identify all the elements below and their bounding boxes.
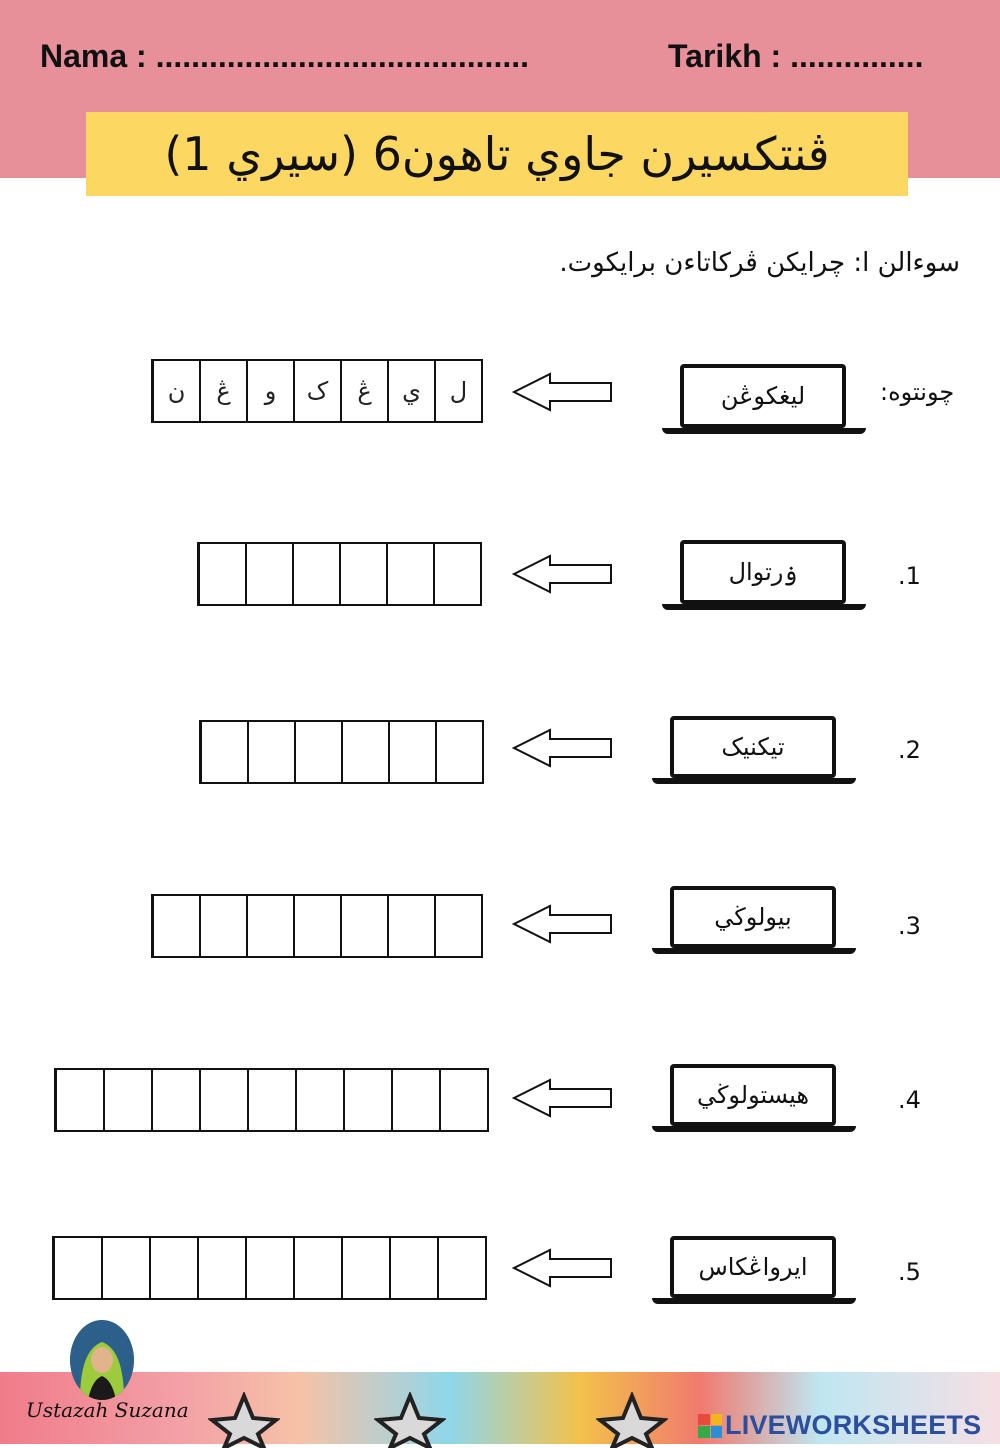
letter-cell: ڠ [200, 361, 247, 421]
star-icon [374, 1392, 446, 1448]
answer-cell[interactable] [104, 1070, 152, 1130]
answer-cell[interactable] [248, 722, 295, 782]
letter-cell: ي [388, 361, 435, 421]
question-row-5 [0, 1228, 1000, 1308]
answer-cell[interactable] [247, 896, 294, 956]
letter-cell: ک [294, 361, 341, 421]
brand-name: LIVEWORKSHEETS [725, 1410, 982, 1440]
question-row-4 [0, 1058, 1000, 1138]
answer-cell[interactable] [294, 1238, 342, 1298]
answer-cell[interactable] [198, 1238, 246, 1298]
letter-cell: ن [153, 361, 200, 421]
letter-cell: و [247, 361, 294, 421]
answer-cell[interactable] [438, 1238, 486, 1298]
answer-cell[interactable] [56, 1070, 104, 1130]
letter-cell: ل [435, 361, 482, 421]
answer-cell[interactable] [199, 544, 246, 604]
title-banner [86, 112, 908, 196]
teacher-signature: Ustazah Suzana [26, 1398, 189, 1422]
word-card: ايرواڠکاس [698, 1253, 808, 1281]
answer-boxes [151, 894, 483, 958]
question-row-1 [0, 534, 1000, 614]
answer-cell[interactable] [200, 1070, 248, 1130]
answer-cell[interactable] [342, 722, 389, 782]
question-instruction: سوءالن ا: چرايکن ڤرکاتاءن برايکوت. [559, 248, 960, 278]
answer-cell[interactable] [152, 1070, 200, 1130]
answer-cell[interactable] [296, 1070, 344, 1130]
word-card: هيستولوڬي [696, 1081, 810, 1109]
answer-boxes [199, 720, 484, 784]
answer-cell[interactable] [293, 544, 340, 604]
answer-cell[interactable] [388, 896, 435, 956]
answer-cell[interactable] [440, 1070, 488, 1130]
row-label: 4. [898, 1086, 921, 1114]
laptop-icon [652, 1064, 856, 1136]
answer-boxes [54, 1068, 489, 1132]
row-label: 2. [898, 736, 921, 764]
answer-cell[interactable] [295, 722, 342, 782]
answer-cell[interactable] [294, 896, 341, 956]
star-icon [208, 1392, 280, 1448]
arrow-left-icon [512, 904, 614, 944]
laptop-icon [652, 886, 856, 958]
answer-boxes [52, 1236, 487, 1300]
answer-cell[interactable] [342, 1238, 390, 1298]
word-card: ۏرتوال [728, 558, 798, 586]
answer-cell[interactable] [150, 1238, 198, 1298]
word-card: ليغکوڠن [720, 382, 806, 410]
live-badge-icon [698, 1414, 722, 1438]
arrow-left-icon [512, 1248, 614, 1288]
arrow-left-icon [512, 728, 614, 768]
answer-cell[interactable] [341, 896, 388, 956]
answer-cell[interactable] [200, 896, 247, 956]
laptop-icon [662, 364, 866, 436]
row-label: 3. [898, 912, 921, 940]
answer-cell[interactable] [246, 544, 293, 604]
answer-cell[interactable] [387, 544, 434, 604]
answer-cell[interactable] [436, 722, 483, 782]
star-icon [596, 1392, 668, 1448]
teacher-avatar [70, 1320, 134, 1400]
arrow-left-icon [512, 554, 614, 594]
answer-cell[interactable] [389, 722, 436, 782]
letter-boxes [151, 359, 483, 423]
laptop-icon [652, 1236, 856, 1308]
laptop-icon [662, 540, 866, 612]
answer-cell[interactable] [344, 1070, 392, 1130]
answer-cell[interactable] [392, 1070, 440, 1130]
laptop-icon [652, 716, 856, 788]
name-field-label[interactable]: Nama : .......................................... [40, 38, 529, 74]
answer-boxes [197, 542, 482, 606]
answer-cell[interactable] [434, 544, 481, 604]
answer-cell[interactable] [54, 1238, 102, 1298]
date-field-label[interactable]: Tarikh : ............... [668, 38, 924, 74]
word-card: تيکنيک [721, 733, 785, 761]
answer-cell[interactable] [435, 896, 482, 956]
row-label: 5. [898, 1258, 921, 1286]
answer-cell[interactable] [248, 1070, 296, 1130]
arrow-left-icon [512, 372, 614, 412]
answer-cell[interactable] [201, 722, 248, 782]
question-row-3 [0, 884, 1000, 964]
example-row [0, 352, 1000, 432]
answer-cell[interactable] [246, 1238, 294, 1298]
page-title: ڤنتکسيرن جاوي تاهون6 (سيري 1) [164, 127, 830, 181]
word-card: بيولوڬي [714, 903, 792, 931]
letter-cell: ڠ [341, 361, 388, 421]
question-row-2 [0, 712, 1000, 792]
answer-cell[interactable] [102, 1238, 150, 1298]
answer-cell[interactable] [153, 896, 200, 956]
row-label: چونتوه: [880, 378, 955, 406]
answer-cell[interactable] [340, 544, 387, 604]
row-label: 1. [898, 562, 921, 590]
answer-cell[interactable] [390, 1238, 438, 1298]
arrow-left-icon [512, 1078, 614, 1118]
liveworksheets-logo[interactable] [698, 1410, 981, 1441]
